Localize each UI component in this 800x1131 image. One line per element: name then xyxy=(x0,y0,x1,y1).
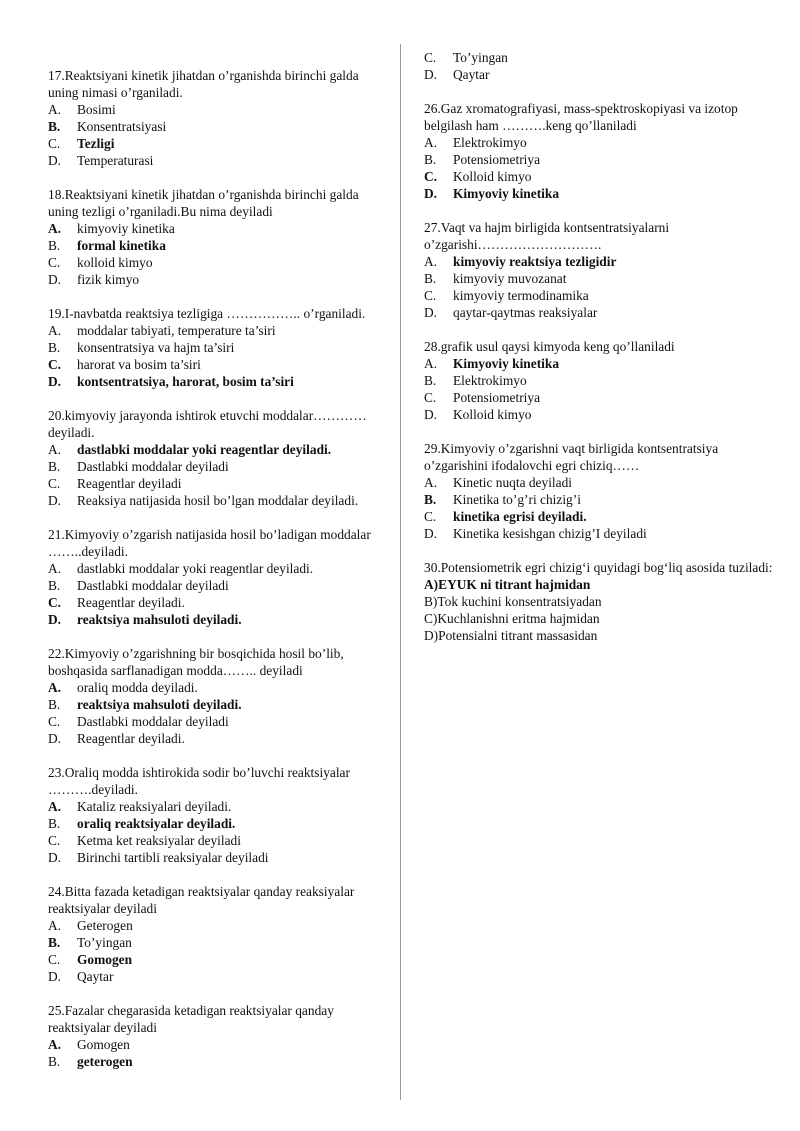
option-letter: D. xyxy=(48,850,62,865)
answer-option xyxy=(48,356,388,373)
option-text: Bosimi xyxy=(77,102,116,117)
answer-option xyxy=(424,304,774,321)
option-letter: B. xyxy=(48,340,61,355)
option-text: Tok kuchini konsentratsiyadan xyxy=(437,594,602,609)
answer-option xyxy=(424,168,774,185)
option-text: Elektrokimyo xyxy=(453,135,527,150)
option-text: formal kinetika xyxy=(77,238,166,253)
option-text: Potensialni titrant massasidan xyxy=(438,628,598,643)
question-text: 19.I-navbatda reaktsiya tezligiga …………….. o’rganiladi. xyxy=(48,306,366,321)
option-letter: C) xyxy=(424,611,438,626)
option-text: Qaytar xyxy=(453,67,490,82)
option-text: moddalar tabiyati, temperature ta’siri xyxy=(77,323,276,338)
question-text: 26.Gaz xromatografiyasi, mass-spektroskopiyasi va izotop belgilash ham ……….keng qo’llaniladi xyxy=(424,101,738,133)
option-text: Kolloid kimyo xyxy=(453,169,532,184)
answer-option xyxy=(424,406,774,423)
option-letter: A. xyxy=(48,323,62,338)
option-letter: A. xyxy=(48,442,62,457)
question-block xyxy=(48,407,388,509)
option-text: Gomogen xyxy=(77,952,133,967)
option-letter: A) xyxy=(424,577,439,592)
question-text: 18.Reaktsiyani kinetik jihatdan o’rganishda birinchi galda uning tezligi o’rganiladi.Bu nima deyiladi xyxy=(48,187,359,219)
answer-option xyxy=(424,525,774,542)
option-text: dastlabki moddalar yoki reagentlar deyiladi. xyxy=(77,561,314,576)
answer-option xyxy=(48,798,388,815)
question-text: 24.Bitta fazada ketadigan reaktsiyalar qanday reaksiyalar reaktsiyalar deyiladi xyxy=(48,884,355,916)
option-text: konsentratsiya va hajm ta’siri xyxy=(77,340,235,355)
option-text: Konsentratsiyasi xyxy=(77,119,167,134)
option-letter: C. xyxy=(48,833,61,848)
option-text: Tezligi xyxy=(77,136,115,151)
option-letter: A. xyxy=(48,680,62,695)
option-letter: D. xyxy=(48,493,62,508)
answer-option xyxy=(48,951,388,968)
option-text: kimyoviy reaktsiya tezligidir xyxy=(453,254,617,269)
option-letter: A. xyxy=(48,102,62,117)
option-text: Gomogen xyxy=(77,1037,130,1052)
question-text: 17.Reaktsiyani kinetik jihatdan o’rganishda birinchi galda uning nimasi o’rganiladi. xyxy=(48,68,359,100)
option-letter: C. xyxy=(424,50,437,65)
answer-option xyxy=(48,560,388,577)
option-letter: A. xyxy=(424,254,438,269)
option-text: Kolloid kimyo xyxy=(453,407,532,422)
question-block xyxy=(48,764,388,866)
option-letter: B) xyxy=(424,594,438,609)
answer-option xyxy=(424,491,774,508)
option-letter: D. xyxy=(424,407,438,422)
option-letter: D. xyxy=(48,731,62,746)
answer-option xyxy=(48,152,388,169)
option-text: Kuchlanishni eritma hajmidan xyxy=(437,611,600,626)
option-letter: B. xyxy=(48,119,61,134)
option-text: reaktsiya mahsuloti deyiladi. xyxy=(77,612,242,627)
question-block xyxy=(48,186,388,288)
option-letter: C. xyxy=(48,595,62,610)
option-letter: C. xyxy=(48,714,61,729)
question-text: 29.Kimyoviy o’zgarishni vaqt birligida kontsentratsiya o’zgarishini ifodalovchi egri chiziq…… xyxy=(424,441,719,473)
option-letter: A. xyxy=(48,561,62,576)
question-text: 30.Potensiometrik egri chizig‘i quyidagi bog‘liq asosida tuziladi: xyxy=(424,560,773,575)
answer-option xyxy=(424,593,774,610)
option-letter: D. xyxy=(48,272,62,287)
left-column xyxy=(48,0,388,1087)
answer-option xyxy=(48,832,388,849)
answer-option xyxy=(48,577,388,594)
option-letter: D. xyxy=(48,153,62,168)
answer-option xyxy=(48,934,388,951)
answer-option xyxy=(48,475,388,492)
option-text: Kinetic nuqta deyiladi xyxy=(453,475,572,490)
question-block xyxy=(48,305,388,390)
option-letter: B. xyxy=(424,271,437,286)
question-block xyxy=(48,526,388,628)
answer-option xyxy=(424,508,774,525)
option-letter: C. xyxy=(424,390,437,405)
option-text: Birinchi tartibli reaksiyalar deyiladi xyxy=(77,850,269,865)
answer-option xyxy=(424,576,774,593)
option-letter: D. xyxy=(424,305,438,320)
option-text: Temperaturasi xyxy=(77,153,154,168)
question-block xyxy=(424,559,774,644)
question-text: 20.kimyoviy jarayonda ishtirok etuvchi moddalar…………deyiladi. xyxy=(48,408,367,440)
option-text: qaytar-qaytmas reaksiyalar xyxy=(453,305,598,320)
option-letter: B. xyxy=(48,459,61,474)
option-text: dastlabki moddalar yoki reagentlar deyiladi. xyxy=(77,442,332,457)
option-text: To’yingan xyxy=(77,935,132,950)
option-text: Kataliz reaksiyalari deyiladi. xyxy=(77,799,232,814)
option-text: geterogen xyxy=(77,1054,133,1069)
option-text: Kimyoviy kinetika xyxy=(453,186,560,201)
question-text: 28.grafik usul qaysi kimyoda keng qo’llaniladi xyxy=(424,339,675,354)
option-letter: D) xyxy=(424,628,439,643)
option-letter: C. xyxy=(424,169,438,184)
option-text: Kimyoviy kinetika xyxy=(453,356,560,371)
option-letter: B. xyxy=(424,152,437,167)
option-letter: D. xyxy=(424,186,438,201)
answer-option xyxy=(48,339,388,356)
option-letter: A. xyxy=(48,221,62,236)
option-letter: D. xyxy=(48,969,62,984)
answer-option xyxy=(48,968,388,985)
option-text: Reagentlar deyiladi. xyxy=(77,595,185,610)
answer-option xyxy=(424,49,774,66)
question-text: 23.Oraliq modda ishtirokida sodir bo’luvchi reaktsiyalar ……….deyiladi. xyxy=(48,765,350,797)
answer-option xyxy=(424,355,774,372)
answer-option xyxy=(48,611,388,628)
option-text: Dastlabki moddalar deyiladi xyxy=(77,714,229,729)
option-text: oraliq modda deyiladi. xyxy=(77,680,198,695)
option-text: Reagentlar deyiladi. xyxy=(77,731,185,746)
option-text: Ketma ket reaksiyalar deyiladi xyxy=(77,833,241,848)
option-letter: B. xyxy=(48,238,61,253)
answer-option xyxy=(48,101,388,118)
answer-option xyxy=(48,917,388,934)
option-text: Potensiometriya xyxy=(453,152,541,167)
answer-option xyxy=(48,1053,388,1070)
option-text: kolloid kimyo xyxy=(77,255,153,270)
answer-option xyxy=(424,610,774,627)
option-letter: A. xyxy=(48,799,62,814)
right-column xyxy=(424,0,774,661)
question-block xyxy=(424,49,774,83)
answer-option xyxy=(48,373,388,390)
answer-option xyxy=(48,135,388,152)
option-letter: A. xyxy=(424,356,438,371)
option-text: fizik kimyo xyxy=(77,272,140,287)
option-text: kimyoviy muvozanat xyxy=(453,271,567,286)
question-block xyxy=(424,100,774,202)
answer-option xyxy=(424,151,774,168)
option-letter: A. xyxy=(424,475,438,490)
option-text: Elektrokimyo xyxy=(453,373,527,388)
answer-option xyxy=(424,66,774,83)
question-block xyxy=(424,440,774,542)
option-text: Kinetika kesishgan chizig’I deyiladi xyxy=(453,526,647,541)
option-text: Reagentlar deyiladi xyxy=(77,476,182,491)
answer-option xyxy=(424,253,774,270)
option-letter: A. xyxy=(48,1037,62,1052)
option-text: kimyoviy termodinamika xyxy=(453,288,589,303)
option-letter: C. xyxy=(48,357,62,372)
option-text: oraliq reaktsiyalar deyiladi. xyxy=(77,816,236,831)
answer-option xyxy=(48,441,388,458)
question-block xyxy=(424,219,774,321)
option-letter: C. xyxy=(424,509,437,524)
option-letter: C. xyxy=(48,476,61,491)
option-text: kinetika egrisi deyiladi. xyxy=(453,509,587,524)
option-text: Potensiometriya xyxy=(453,390,541,405)
answer-option xyxy=(48,696,388,713)
option-letter: D. xyxy=(424,526,438,541)
option-letter: D. xyxy=(48,612,62,627)
answer-option xyxy=(48,594,388,611)
question-block xyxy=(424,338,774,423)
option-text: Kinetika to’g’ri chizig’i xyxy=(453,492,581,507)
option-text: Dastlabki moddalar deyiladi xyxy=(77,459,229,474)
option-text: Dastlabki moddalar deyiladi xyxy=(77,578,229,593)
answer-option xyxy=(48,322,388,339)
answer-option xyxy=(48,492,388,509)
answer-option xyxy=(48,220,388,237)
question-text: 25.Fazalar chegarasida ketadigan reaktsiyalar qanday reaktsiyalar deyiladi xyxy=(48,1003,334,1035)
question-text: 27.Vaqt va hajm birligida kontsentratsiyalarni o’zgarishi………………………. xyxy=(424,220,670,252)
option-text: harorat va bosim ta’siri xyxy=(77,357,201,372)
answer-option xyxy=(48,271,388,288)
option-text: To’yingan xyxy=(453,50,508,65)
option-text: Geterogen xyxy=(77,918,133,933)
option-text: Reaksiya natijasida hosil bo’lgan moddalar deyiladi. xyxy=(77,493,359,508)
answer-option xyxy=(424,389,774,406)
answer-option xyxy=(424,287,774,304)
answer-option xyxy=(424,372,774,389)
option-letter: C. xyxy=(424,288,437,303)
answer-option xyxy=(424,185,774,202)
answer-option xyxy=(48,254,388,271)
answer-option xyxy=(424,474,774,491)
answer-option xyxy=(48,849,388,866)
answer-option xyxy=(48,1036,388,1053)
option-letter: A. xyxy=(48,918,62,933)
answer-option xyxy=(48,237,388,254)
option-letter: B. xyxy=(48,1054,61,1069)
answer-option xyxy=(424,627,774,644)
answer-option xyxy=(424,270,774,287)
question-text: 21.Kimyoviy o’zgarish natijasida hosil bo’ladigan moddalar ……..deyiladi. xyxy=(48,527,371,559)
option-letter: C. xyxy=(48,136,61,151)
option-letter: B. xyxy=(424,492,437,507)
question-block xyxy=(48,67,388,169)
answer-option xyxy=(48,713,388,730)
option-letter: B. xyxy=(48,697,61,712)
option-text: Qaytar xyxy=(77,969,114,984)
option-letter: D. xyxy=(424,67,438,82)
question-text: 22.Kimyoviy o’zgarishning bir bosqichida hosil bo’lib, boshqasida sarflanadigan modda…….. deyiladi xyxy=(48,646,344,678)
answer-option xyxy=(48,118,388,135)
question-block xyxy=(48,883,388,985)
question-block xyxy=(48,645,388,747)
answer-option xyxy=(48,679,388,696)
answer-option xyxy=(48,730,388,747)
option-text: EYUK ni titrant hajmidan xyxy=(438,577,591,592)
option-text: kimyoviy kinetika xyxy=(77,221,175,236)
option-letter: B. xyxy=(424,373,437,388)
option-text: kontsentratsiya, harorat, bosim ta’siri xyxy=(77,374,294,389)
column-divider xyxy=(400,44,401,1100)
option-letter: C. xyxy=(48,255,61,270)
option-letter: B. xyxy=(48,935,61,950)
option-letter: A. xyxy=(424,135,438,150)
question-block xyxy=(48,1002,388,1070)
answer-option xyxy=(48,815,388,832)
option-text: reaktsiya mahsuloti deyiladi. xyxy=(77,697,242,712)
option-letter: B. xyxy=(48,578,61,593)
option-letter: B. xyxy=(48,816,61,831)
option-letter: D. xyxy=(48,374,62,389)
answer-option xyxy=(48,458,388,475)
answer-option xyxy=(424,134,774,151)
option-letter: C. xyxy=(48,952,61,967)
